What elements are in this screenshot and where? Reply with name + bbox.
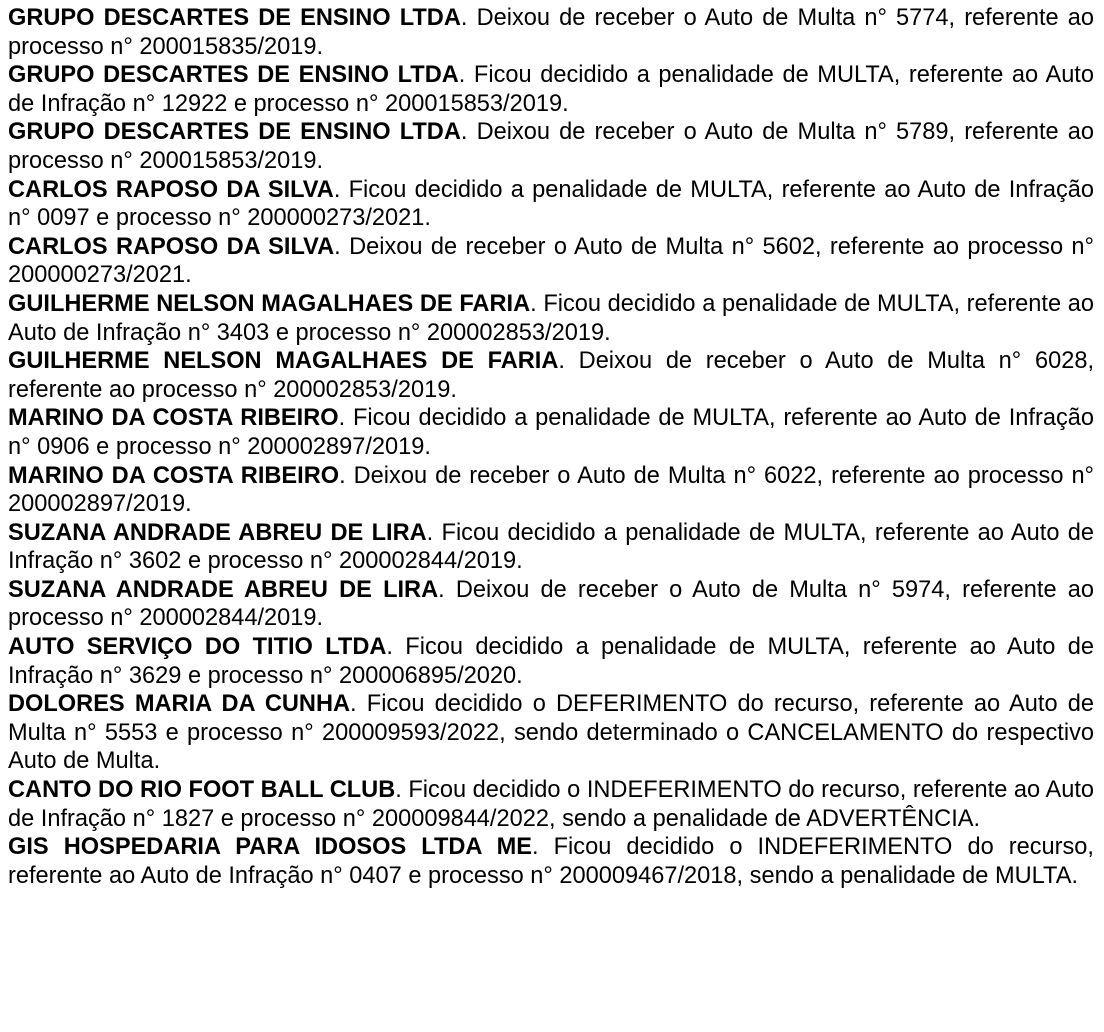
entry-text: . Deixou de receber o Auto de Multa n° 6028, referente ao processo n° 200002853/2019. xyxy=(8,348,1094,403)
entry-text: . Ficou decidido a penalidade de MULTA, referente ao Auto de Infração n° 12922 e processo n° 200015853/2019. xyxy=(8,62,1094,117)
entry-text: . Deixou de receber o Auto de Multa n° 5602, referente ao processo n° 200000273/2021. xyxy=(8,233,1094,289)
entry-text: . Ficou decidido o DEFERIMENTO do recurso, referente ao Auto de Multa n° 5553 e processo n° 200009593/2022, sendo determinado o CANCELAMENTO do respectivo Auto de Multa. xyxy=(8,691,1094,775)
entry-text: . Ficou decidido a penalidade de MULTA, referente ao Auto de Infração n° 3403 e processo n° 200002853/2019. xyxy=(8,290,1095,346)
entry-2 xyxy=(8,61,1094,118)
entry-14 xyxy=(8,776,1094,833)
entry-name: MARINO DA COSTA RIBEIRO xyxy=(8,405,339,432)
entry-name: CARLOS RAPOSO DA SILVA xyxy=(8,233,335,260)
entry-text: . Ficou decidido a penalidade de MULTA, referente ao Auto de Infração n° 3602 e processo n° 200002844/2019. xyxy=(8,519,1095,575)
entry-name: CANTO DO RIO FOOT BALL CLUB xyxy=(8,777,396,804)
entry-1 xyxy=(8,4,1094,61)
entry-name: SUZANA ANDRADE ABREU DE LIRA xyxy=(8,576,439,603)
entry-text: . Ficou decidido a penalidade de MULTA, referente ao Auto de Infração n° 0906 e processo n° 200002897/2019. xyxy=(8,405,1094,460)
entry-10 xyxy=(8,519,1094,576)
entry-text: . Ficou decidido o INDEFERIMENTO do recurso, referente ao Auto de Infração n° 1827 e processo n° 200009844/2022, sendo a penalidade de ADVERTÊNCIA. xyxy=(8,777,1094,832)
entry-text: . Ficou decidido a penalidade de MULTA, referente ao Auto de Infração n° 0097 e processo n° 200000273/2021. xyxy=(8,176,1094,232)
entry-text: . Ficou decidido a penalidade de MULTA, referente ao Auto de Infração n° 3629 e processo n° 200006895/2020. xyxy=(8,634,1094,689)
entry-7 xyxy=(8,347,1094,404)
entry-6 xyxy=(8,290,1094,347)
entry-text: . Deixou de receber o Auto de Multa n° 6022, referente ao processo n° 200002897/2019. xyxy=(8,462,1094,518)
entry-text: . Deixou de receber o Auto de Multa n° 5789, referente ao processo n° 200015853/2019. xyxy=(8,119,1094,174)
entry-8 xyxy=(8,404,1094,461)
entry-12 xyxy=(8,633,1094,690)
entry-13 xyxy=(8,690,1094,776)
entry-15 xyxy=(8,833,1094,890)
entry-name: GIS HOSPEDARIA PARA IDOSOS LTDA ME xyxy=(8,834,533,861)
entry-name: GUILHERME NELSON MAGALHAES DE FARIA xyxy=(8,348,559,375)
entry-name: GRUPO DESCARTES DE ENSINO LTDA xyxy=(8,5,461,31)
entry-text: . Deixou de receber o Auto de Multa n° 5974, referente ao processo n° 200002844/2019. xyxy=(8,576,1095,632)
entry-11 xyxy=(8,576,1094,633)
entry-text: . Deixou de receber o Auto de Multa n° 5774, referente ao processo n° 200015835/2019. xyxy=(8,5,1094,60)
entry-name: DOLORES MARIA DA CUNHA xyxy=(8,691,351,718)
entry-9 xyxy=(8,462,1094,519)
entry-name: SUZANA ANDRADE ABREU DE LIRA xyxy=(8,519,427,546)
entry-name: GRUPO DESCARTES DE ENSINO LTDA xyxy=(8,119,461,146)
entry-name: MARINO DA COSTA RIBEIRO xyxy=(8,462,340,489)
entry-name: AUTO SERVIÇO DO TITIO LTDA xyxy=(8,634,387,661)
entry-name: GRUPO DESCARTES DE ENSINO LTDA xyxy=(8,62,459,89)
entry-name: GUILHERME NELSON MAGALHAES DE FARIA xyxy=(8,290,531,317)
entry-name: CARLOS RAPOSO DA SILVA xyxy=(8,176,334,203)
entry-4 xyxy=(8,176,1094,233)
entry-3 xyxy=(8,118,1094,175)
entry-5 xyxy=(8,233,1094,290)
entry-text: . Ficou decidido o INDEFERIMENTO do recurso, referente ao Auto de Infração n° 0407 e processo n° 200009467/2018, sendo a penalidade de MULTA. xyxy=(8,834,1094,889)
